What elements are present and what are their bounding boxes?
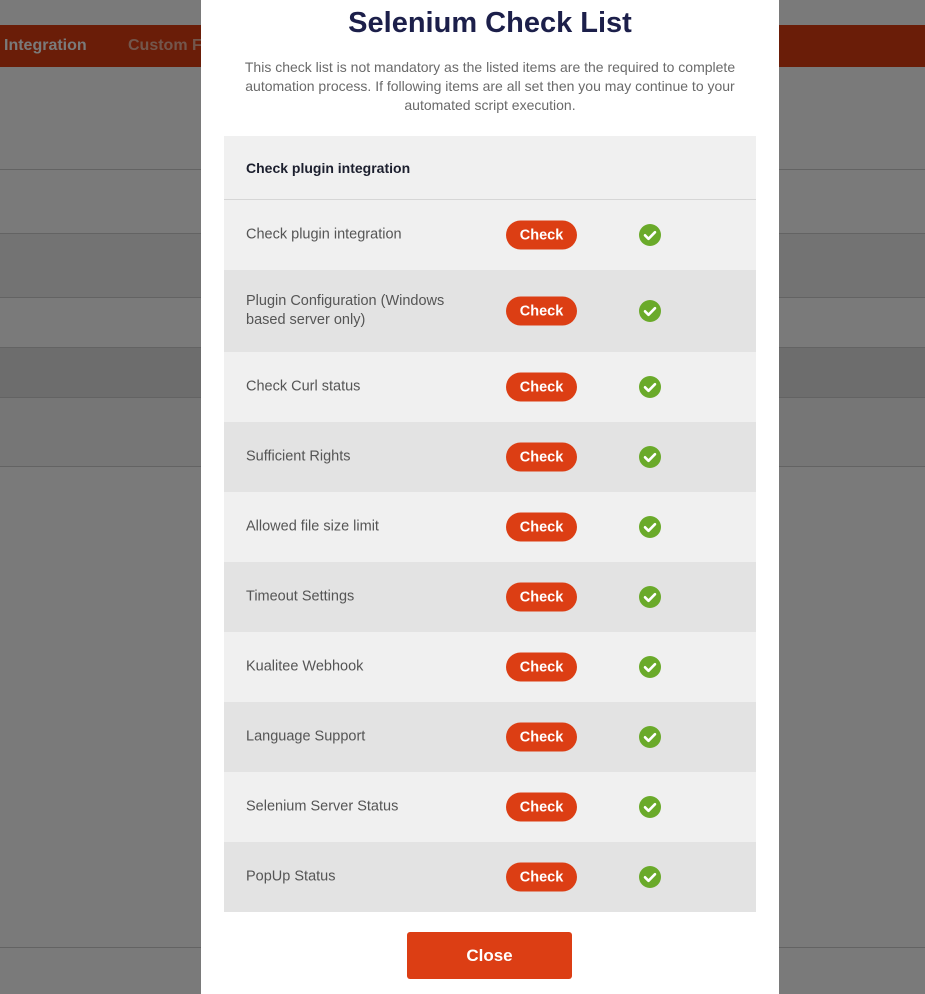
checklist-row [224, 270, 756, 352]
check-circle-icon [639, 796, 661, 818]
checklist-item-label: PopUp Status [246, 868, 336, 885]
checklist-row [224, 492, 756, 562]
check-button[interactable]: Check [506, 793, 577, 822]
checklist-row [224, 772, 756, 842]
checklist-row [224, 702, 756, 772]
checklist-item-label: Plugin Configuration (Windows based server only) [246, 293, 445, 328]
check-button[interactable]: Check [506, 443, 577, 472]
close-button[interactable]: Close [407, 932, 572, 979]
check-circle-icon [639, 516, 661, 538]
checklist-item-label: Check Curl status [246, 378, 361, 395]
checklist-item-label: Kualitee Webhook [246, 658, 364, 675]
modal-title: Selenium Check List [348, 7, 632, 39]
check-button[interactable]: Check [506, 653, 577, 682]
check-circle-icon [639, 376, 661, 398]
table-header-label: Check plugin integration [246, 160, 411, 176]
checklist-table [224, 136, 756, 912]
check-button[interactable]: Check [506, 373, 577, 402]
checklist-row [224, 200, 756, 270]
checklist-item-label: Sufficient Rights [246, 448, 351, 465]
checklist-item-label: Selenium Server Status [246, 798, 399, 815]
checklist-rows [224, 200, 756, 912]
check-circle-icon [639, 866, 661, 888]
table-header [224, 136, 756, 200]
check-circle-icon [639, 586, 661, 608]
checklist-row [224, 422, 756, 492]
selenium-checklist-modal [201, 0, 779, 994]
checklist-item-label: Check plugin integration [246, 226, 402, 243]
check-circle-icon [639, 726, 661, 748]
checklist-row [224, 842, 756, 912]
check-button[interactable]: Check [506, 863, 577, 892]
modal-description: This check list is not mandatory as the listed items are the required to complete automation process. If following items are all set then you may continue to your automated script execution. [244, 59, 736, 113]
checklist-row [224, 352, 756, 422]
check-circle-icon [639, 300, 661, 322]
check-circle-icon [639, 656, 661, 678]
check-button[interactable]: Check [506, 583, 577, 612]
check-button[interactable]: Check [506, 297, 577, 326]
checklist-row [224, 562, 756, 632]
checklist-item-label: Language Support [246, 728, 366, 745]
checklist-row [224, 632, 756, 702]
check-circle-icon [639, 224, 661, 246]
check-circle-icon [639, 446, 661, 468]
check-button[interactable]: Check [506, 723, 577, 752]
checklist-item-label: Allowed file size limit [246, 518, 379, 535]
checklist-item-label: Timeout Settings [246, 588, 355, 605]
check-button[interactable]: Check [506, 221, 577, 250]
check-button[interactable]: Check [506, 513, 577, 542]
